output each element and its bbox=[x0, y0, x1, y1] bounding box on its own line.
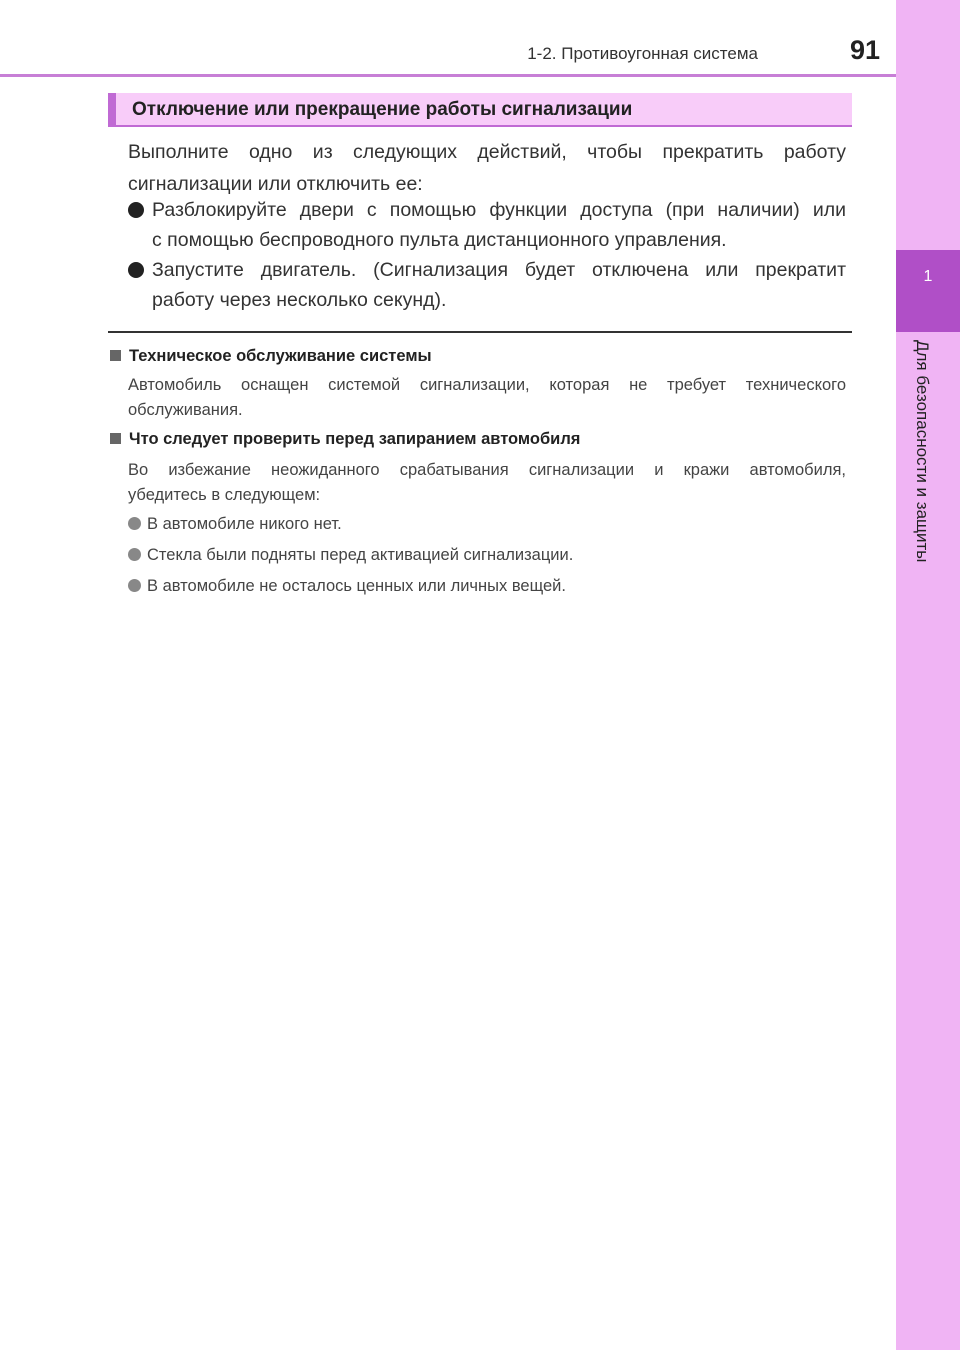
note-heading-check bbox=[110, 430, 580, 449]
note-body-check bbox=[128, 458, 846, 508]
note-line-1: Во избежание неожиданного срабатывания сигнализации и кражи автомобиля, bbox=[128, 461, 846, 479]
note-body-maintenance bbox=[128, 373, 846, 423]
chapter-number: 1 bbox=[923, 268, 933, 285]
page-number: 91 bbox=[849, 35, 880, 65]
chapter-title: Для безопасности и защиты bbox=[913, 340, 932, 563]
chapter-sidebar bbox=[896, 0, 960, 1350]
note-line-1: Автомобиль оснащен системой сигнализации, которая не требует технического bbox=[128, 376, 846, 394]
section-title: Отключение или прекращение работы сигнализации bbox=[132, 99, 633, 120]
bullet-icon bbox=[128, 262, 144, 278]
intro-line-1: Выполните одно из следующих действий, чтобы прекратить работу bbox=[128, 141, 846, 163]
bullet-line-1: Запустите двигатель. (Сигнализация будет отключена или прекратит bbox=[152, 259, 846, 281]
bullet-icon bbox=[128, 579, 141, 592]
intro-line-2: сигнализации или отключить ее: bbox=[128, 173, 423, 195]
header-section-title: 1-2. Противоугонная система bbox=[527, 44, 758, 63]
list-item-text: В автомобиле никого нет. bbox=[147, 515, 342, 533]
section-title-bar bbox=[108, 93, 852, 127]
list-item-text: В автомобиле не осталось ценных или личных вещей. bbox=[147, 577, 566, 595]
square-bullet-icon bbox=[110, 350, 121, 361]
list-item-text: Стекла были подняты перед активацией сигнализации. bbox=[147, 546, 574, 564]
note-heading-text: Что следует проверить перед запиранием автомобиля bbox=[129, 430, 581, 448]
bullet-line-2: работу через несколько секунд). bbox=[152, 289, 447, 311]
bullet-icon bbox=[128, 202, 144, 218]
note-line-2: обслуживания. bbox=[128, 401, 243, 419]
bullet-icon bbox=[128, 548, 141, 561]
bullet-line-2: с помощью беспроводного пульта дистанционного управления. bbox=[152, 229, 727, 251]
bullet-line-1: Разблокируйте двери с помощью функции доступа (при наличии) или bbox=[152, 199, 846, 221]
list-item bbox=[128, 577, 566, 596]
note-heading-maintenance bbox=[110, 347, 432, 366]
note-line-2: убедитесь в следующем: bbox=[128, 486, 321, 504]
header-divider bbox=[0, 74, 896, 77]
section-divider bbox=[108, 331, 852, 333]
bullet-icon bbox=[128, 517, 141, 530]
list-item bbox=[128, 515, 342, 534]
note-heading-text: Техническое обслуживание системы bbox=[129, 347, 432, 365]
chapter-tab-active[interactable] bbox=[896, 250, 960, 332]
list-item bbox=[128, 546, 573, 565]
square-bullet-icon bbox=[110, 433, 121, 444]
